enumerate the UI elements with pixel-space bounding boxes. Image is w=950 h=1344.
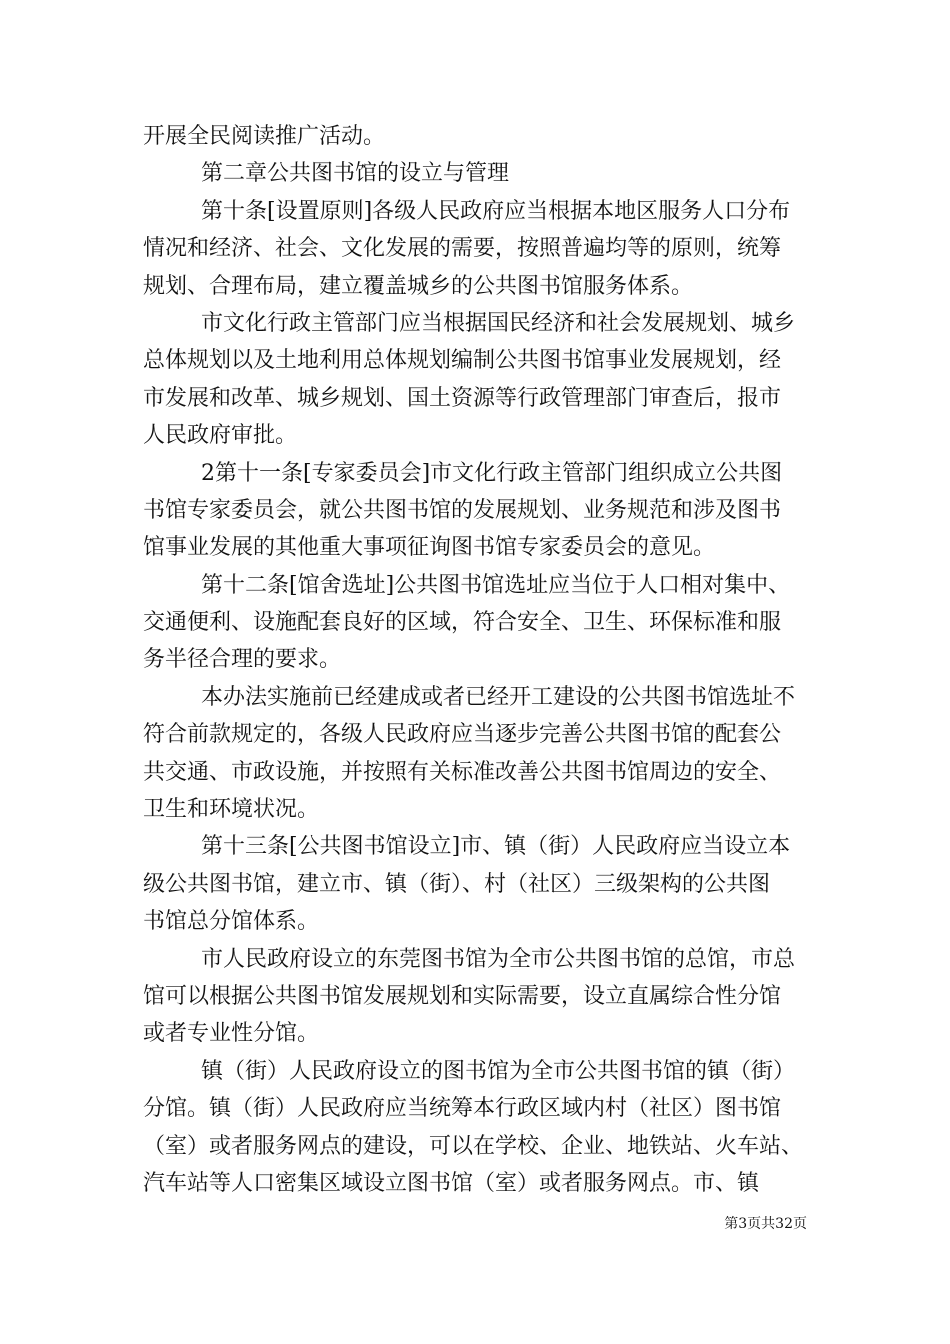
- text-line: 馆事业发展的其他重大事项征询图书馆专家委员会的意见。: [143, 535, 716, 561]
- text-line: 符合前款规定的，各级人民政府应当逐步完善公共图书馆的配套公: [143, 722, 782, 748]
- text-line: 书馆总分馆体系。: [143, 909, 320, 935]
- text-line: 汽车站等人口密集区域设立图书馆（室）或者服务网点。市、镇: [143, 1170, 760, 1196]
- text-line: 本办法实施前已经建成或者已经开工建设的公共图书馆选址不: [201, 684, 796, 710]
- text-line: 第十二条[馆舍选址]公共图书馆选址应当位于人口相对集中、: [201, 572, 791, 598]
- text-line: 情况和经济、社会、文化发展的需要，按照普遍均等的原则，统筹: [143, 236, 782, 262]
- text-line: 卫生和环境状况。: [143, 797, 320, 823]
- text-line: 规划、合理布局，建立覆盖城乡的公共图书馆服务体系。: [143, 273, 694, 299]
- text-line: 镇（街）人民政府设立的图书馆为全市公共图书馆的镇（街）: [201, 1058, 796, 1084]
- text-line: 2第十一条[专家委员会]市文化行政主管部门组织成立公共图: [201, 460, 783, 486]
- text-line: 第十条[设置原则]各级人民政府应当根据本地区服务人口分布: [201, 198, 791, 224]
- page-number-footer: 第3页共32页: [724, 1216, 807, 1232]
- text-line: 开展全民阅读推广活动。: [143, 124, 386, 149]
- chapter-heading: 第二章公共图书馆的设立与管理: [201, 161, 510, 187]
- text-line: 市人民政府设立的东莞图书馆为全市公共图书馆的总馆，市总: [201, 946, 796, 972]
- text-line: 书馆专家委员会，就公共图书馆的发展规划、业务规范和涉及图书: [143, 497, 782, 523]
- text-line: （室）或者服务网点的建设，可以在学校、企业、地铁站、火车站、: [143, 1133, 804, 1159]
- text-line: 共交通、市政设施，并按照有关标准改善公共图书馆周边的安全、: [143, 759, 782, 785]
- text-line: 或者专业性分馆。: [143, 1021, 320, 1047]
- text-line: 人民政府审批。: [143, 423, 298, 449]
- text-line: 分馆。镇（街）人民政府应当统筹本行政区域内村（社区）图书馆: [143, 1096, 782, 1122]
- text-line: 馆可以根据公共图书馆发展规划和实际需要，设立直属综合性分馆: [143, 983, 782, 1009]
- text-line: 级公共图书馆，建立市、镇（街）、村（社区）三级架构的公共图: [143, 871, 771, 897]
- text-line: 总体规划以及土地利用总体规划编制公共图书馆事业发展规划，经: [143, 348, 782, 374]
- text-line: 市文化行政主管部门应当根据国民经济和社会发展规划、城乡: [201, 310, 796, 336]
- text-line: 第十三条[公共图书馆设立]市、镇（街）人民政府应当设立本: [201, 834, 791, 860]
- text-line: 交通便利、设施配套良好的区域，符合安全、卫生、环保标准和服: [143, 610, 782, 636]
- text-line: 市发展和改革、城乡规划、国土资源等行政管理部门审查后，报市: [143, 385, 782, 411]
- text-line: 务半径合理的要求。: [143, 647, 342, 673]
- document-body: [143, 118, 808, 1202]
